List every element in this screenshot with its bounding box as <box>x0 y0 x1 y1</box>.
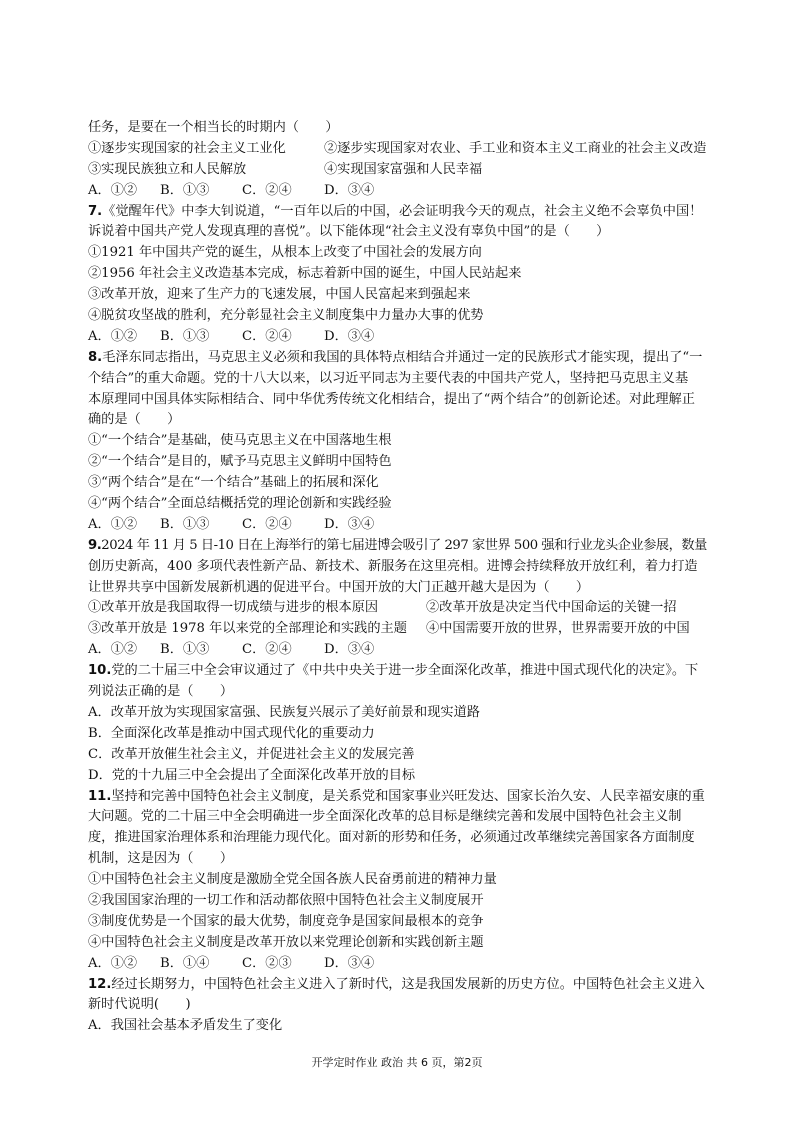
q11-stem-line1: 11.坚持和完善中国特色社会主义制度，是关系党和国家事业兴旺发达、国家长治久安、人民幸福安康的重 <box>88 788 705 804</box>
q9-choice-c: C．②④ <box>242 642 292 658</box>
q9-stem-line3: 让世界共享中国新发展新机遇的促进平台。中国开放的大门正越开越大是因为（ ） <box>88 579 590 595</box>
q6-stem-tail: 任务，是要在一个相当长的时期内（ ） <box>88 120 339 135</box>
q7-option-2: ②1956 年社会主义改造基本完成，标志着新中国的诞生，中国人民站起来 <box>88 266 522 282</box>
q9-number: 9. <box>88 537 102 553</box>
q7-option-3: ③改革开放，迎来了生产力的飞速发展，中国人民富起来到强起来 <box>88 287 471 303</box>
q10-option-a: A．改革开放为实现国家富强、民族复兴展示了美好前景和现实道路 <box>88 704 480 720</box>
q8-choice-a: A．①② <box>88 516 138 532</box>
q9-choice-d: D．③④ <box>324 642 375 658</box>
q10-stem-line2: 列说法正确的是（ ） <box>88 684 234 700</box>
q11-option-3: ③制度优势是一个国家的最大优势，制度竞争是国家间最根本的竞争 <box>88 913 484 929</box>
q10-stem-line1: 10.党的二十届三中全会审议通过了《中共中央关于进一步全面深化改革，推进中国式现代化的决定》。下 <box>88 663 699 679</box>
q9-stem-line2: 创历史新高，400 多项代表性新产品、新技术、新服务在这里亮相。进博会持续释放开放红利，着力打造 <box>88 558 698 574</box>
q11-choice-a: A．①② <box>88 955 138 971</box>
q8-choice-c: C．②④ <box>242 516 292 532</box>
q12-number: 12. <box>88 976 112 992</box>
q11-stem-line4: 机制，这是因为（ ） <box>88 851 234 867</box>
q8-stem-line2: 个结合”的重大命题。党的十八大以来，以习近平同志为主要代表的中国共产党人，坚持把马克思主义基 <box>88 370 689 386</box>
q8-choice-b: B．①③ <box>160 516 210 532</box>
q9-option-4: ④中国需要开放的世界，世界需要开放的中国 <box>426 621 690 637</box>
q8-stem-line1: 8.毛泽东同志指出，马克思主义必须和我国的具体特点相结合并通过一定的民族形式才能实现，提出了“一 <box>88 349 703 365</box>
q7-choice-d: D．③④ <box>324 328 375 344</box>
q8-number: 8. <box>88 349 103 365</box>
q6-choice-a: A．①② <box>88 182 138 198</box>
q6-options-row1 <box>88 139 710 160</box>
q9-option-3: ③改革开放是 1978 年以来党的全部理论和实践的主题 <box>88 621 407 637</box>
q7-option-4: ④脱贫攻坚战的胜利，充分彰显社会主义制度集中力量办大事的优势 <box>88 308 484 324</box>
q6-choice-b: B．①③ <box>160 182 210 198</box>
q8-option-1: ①“一个结合”是基础，使马克思主义在中国落地生根 <box>88 433 392 449</box>
q9-choice-a: A．①② <box>88 642 138 658</box>
q7-number: 7. <box>88 203 103 219</box>
q7-option-1: ①1921 年中国共产党的诞生，从根本上改变了中国社会的发展方向 <box>88 245 482 261</box>
q6-option-4: ④实现国家富强和人民幸福 <box>324 161 483 177</box>
q11-option-4: ④中国特色社会主义制度是改革开放以来党理论创新和实践创新主题 <box>88 934 484 950</box>
q9-stem-line1: 9.2024 年 11 月 5 日-10 日在上海举行的第七届进博会吸引了 297 家世界 500 强和行业龙头企业参展，数量 <box>88 537 707 553</box>
q6-option-3: ③实现民族独立和人民解放 <box>88 161 247 177</box>
q6-option-2: ②逐步实现国家对农业、手工业和资本主义工商业的社会主义改造 <box>324 140 707 156</box>
q7-choice-c: C．②④ <box>242 328 292 344</box>
q7-choice-b: B．①③ <box>160 328 210 344</box>
q11-choice-b: B．①④ <box>160 955 210 971</box>
q6-choice-d: D．③④ <box>324 182 375 198</box>
q10-option-d: D．党的十九届三中全会提出了全面深化改革开放的目标 <box>88 767 416 783</box>
q8-stem-line3: 本原理同中国具体实际相结合、同中华优秀传统文化相结合，提出了“两个结合”的创新论述。对此理解正 <box>88 391 695 407</box>
q10-option-b: B．全面深化改革是推动中国式现代化的重要动力 <box>88 725 375 741</box>
q12-option-a: A．我国社会基本矛盾发生了变化 <box>88 1018 283 1034</box>
q8-choices <box>88 515 710 536</box>
q10-option-c: C．改革开放催生社会主义，并促进社会主义的发展完善 <box>88 746 415 762</box>
q11-number: 11. <box>88 788 112 804</box>
q11-choices <box>88 954 710 975</box>
q9-option-2: ②改革开放是决定当代中国命运的关键一招 <box>426 600 677 616</box>
q11-option-2: ②我国国家治理的一切工作和活动都依照中国特色社会主义制度展开 <box>88 892 484 908</box>
q8-choice-d: D．③④ <box>324 516 375 532</box>
q9-option-1: ①改革开放是我国取得一切成绩与进步的根本原因 <box>88 600 379 616</box>
q6-choices <box>88 181 710 202</box>
q9-choices <box>88 640 710 661</box>
q9-options-row1 <box>88 598 710 619</box>
q7-stem-line1: 7.《觉醒年代》中李大钊说道，“一百年以后的中国，必会证明我今天的观点，社会主义绝不会辜负中国！ <box>88 203 703 219</box>
q7-choices <box>88 327 710 348</box>
q8-option-2: ②“一个结合”是目的，赋予马克思主义鲜明中国特色 <box>88 454 392 470</box>
q7-choice-a: A．①② <box>88 328 138 344</box>
q8-option-3: ③“两个结合”是在“一个结合”基础上的拓展和深化 <box>88 475 379 491</box>
q9-choice-b: B．①③ <box>160 642 210 658</box>
q11-stem-line3: 度，推进国家治理体系和治理能力现代化。面对新的形势和任务，必须通过改革继续完善国家各方面制度 <box>88 830 695 846</box>
q11-stem-line2: 大问题。党的二十届三中全会明确进一步全面深化改革的总目标是继续完善和发展中国特色社会主义制 <box>88 809 682 825</box>
q6-option-1: ①逐步实现国家的社会主义工业化 <box>88 140 286 156</box>
q8-stem-line4: 确的是（ ） <box>88 412 181 428</box>
q7-stem-line2: 诉说着中国共产党人发现真理的喜悦”。以下能体现“社会主义没有辜负中国”的是（ ） <box>88 224 610 240</box>
q10-number: 10. <box>88 663 112 679</box>
page-footer: 开学定时作业 政治 共 6 页，第2页 <box>311 1056 483 1069</box>
q12-stem-line1: 12.经过长期努力，中国特色社会主义进入了新时代，这是我国发展新的历史方位。中国特色社会主义进入 <box>88 976 705 992</box>
q6-choice-c: C．②④ <box>242 182 292 198</box>
q11-choice-d: D．③④ <box>324 955 375 971</box>
exam-page <box>88 118 710 1037</box>
q12-stem-line2: 新时代说明( ) <box>88 997 191 1013</box>
q11-choice-c: C．②③ <box>242 955 292 971</box>
q6-options-row2 <box>88 160 710 181</box>
q8-option-4: ④“两个结合”全面总结概括党的理论创新和实践经验 <box>88 496 392 512</box>
q11-option-1: ①中国特色社会主义制度是激励全党全国各族人民奋勇前进的精神力量 <box>88 872 497 888</box>
q9-options-row2 <box>88 619 710 640</box>
